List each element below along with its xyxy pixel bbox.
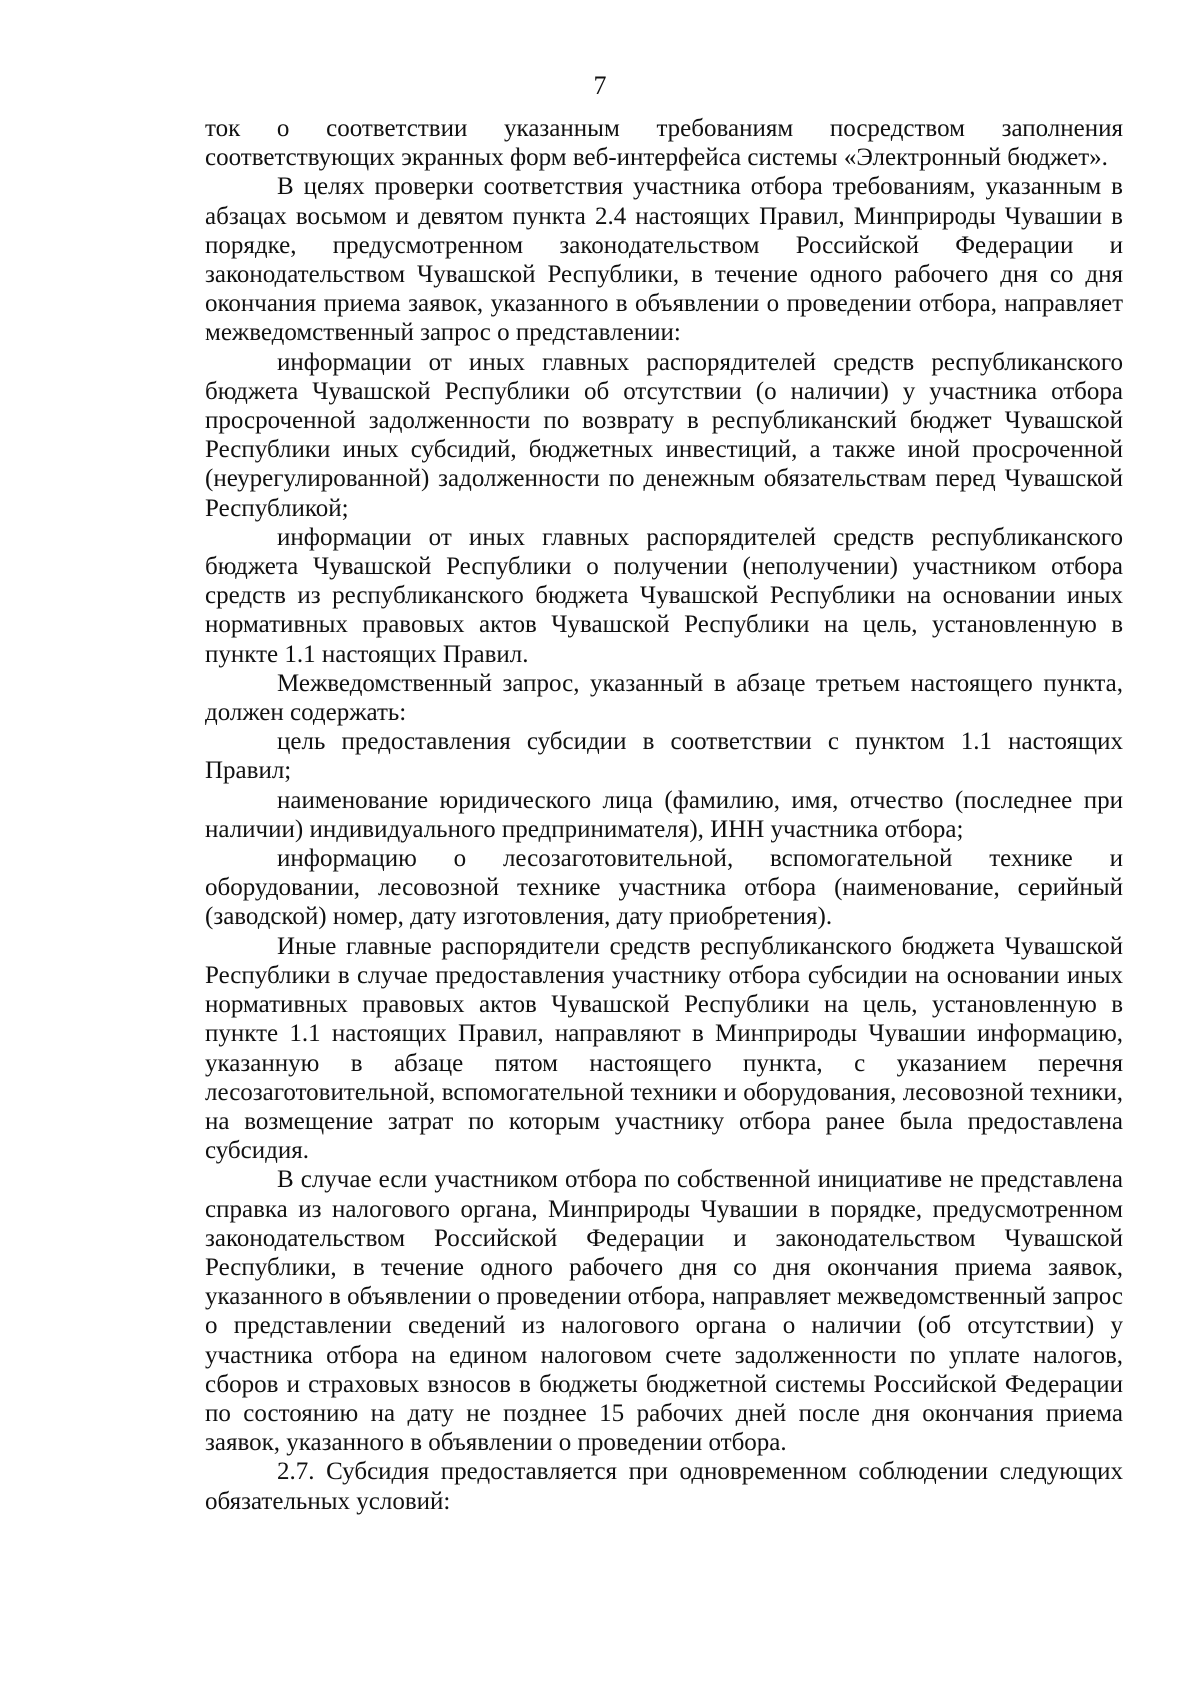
paragraph: информации от иных главных распорядителей средств республиканского бюджета Чувашской Республики о получении (неполучении) участником отбора средств из республиканского бюджета Чувашской Республики на основании иных нормативных правовых актов Чувашской Республики на цель, установленную в пункте 1.1 настоящих Правил.: [205, 523, 1123, 668]
paragraph: В случае если участником отбора по собственной инициативе не представлена справка из налогового органа, Минприроды Чувашии в порядке, предусмотренном законодательством Российской Федерации и законодательством Чувашской Республики, в течение одного рабочего дня со дня окончания приема заявок, указанного в объявлении о проведении отбора, направляет межведомственный запрос о представлении сведений из налогового органа о наличии (об отсутствии) у участника отбора на едином налоговом счете задолженности по уплате налогов, сборов и страховых взносов в бюджеты бюджетной системы Российской Федерации по состоянию на дату не позднее 15 рабочих дней после дня окончания приема заявок, указанного в объявлении о проведении отбора.: [205, 1166, 1123, 1457]
paragraph: 2.7. Субсидия предоставляется при одновременном соблюдении следующих обязательных условий:: [205, 1458, 1123, 1515]
document-body: [205, 114, 1123, 1516]
paragraph: информацию о лесозаготовительной, вспомогательной технике и оборудовании, лесовозной технике участника отбора (наименование, серийный (заводской) номер, дату изготовления, дату приобретения).: [205, 845, 1123, 931]
paragraph: В целях проверки соответствия участника отбора требованиям, указанным в абзацах восьмом и девятом пункта 2.4 настоящих Правил, Минприроды Чувашии в порядке, предусмотренном законодательством Российской Федерации и законодательством Чувашской Республики, в течение одного рабочего дня со дня окончания приема заявок, указанного в объявлении о проведении отбора, направляет межведомственный запрос о представлении:: [205, 173, 1123, 347]
paragraph: Иные главные распорядители средств республиканского бюджета Чувашской Республики в случае предоставления участнику отбора субсидии на основании иных нормативных правовых актов Чувашской Республики на цель, установленную в пункте 1.1 настоящих Правил, направляют в Минприроды Чувашии информацию, указанную в абзаце пятом настоящего пункта, с указанием перечня лесозаготовительной, вспомогательной техники и оборудования, лесовозной техники, на возмещение затрат по которым участнику отбора ранее была предоставлена субсидия.: [205, 932, 1123, 1165]
paragraph: Межведомственный запрос, указанный в абзаце третьем настоящего пункта, должен содержать:: [205, 669, 1123, 727]
paragraph: информации от иных главных распорядителей средств республиканского бюджета Чувашской Республики об отсутствии (о наличии) у участника отбора просроченной задолженности по возврату в республиканский бюджет Чувашской Республики иных субсидий, бюджетных инвестиций, а также иной просроченной (неурегулированной) задолженности по денежным обязательствам перед Чувашской Республикой;: [205, 348, 1123, 522]
paragraph: цель предоставления субсидии в соответствии с пунктом 1.1 настоящих Правил;: [205, 728, 1123, 785]
paragraph: наименование юридического лица (фамилию, имя, отчество (последнее при наличии) индивидуального предпринимателя), ИНН участника отбора;: [205, 786, 1123, 843]
page-number: 7: [593, 71, 607, 100]
paragraph: ток о соответствии указанным требованиям посредством заполнения соответствующих экранных форм веб-интерфейса системы «Электронный бюджет».: [205, 115, 1123, 172]
